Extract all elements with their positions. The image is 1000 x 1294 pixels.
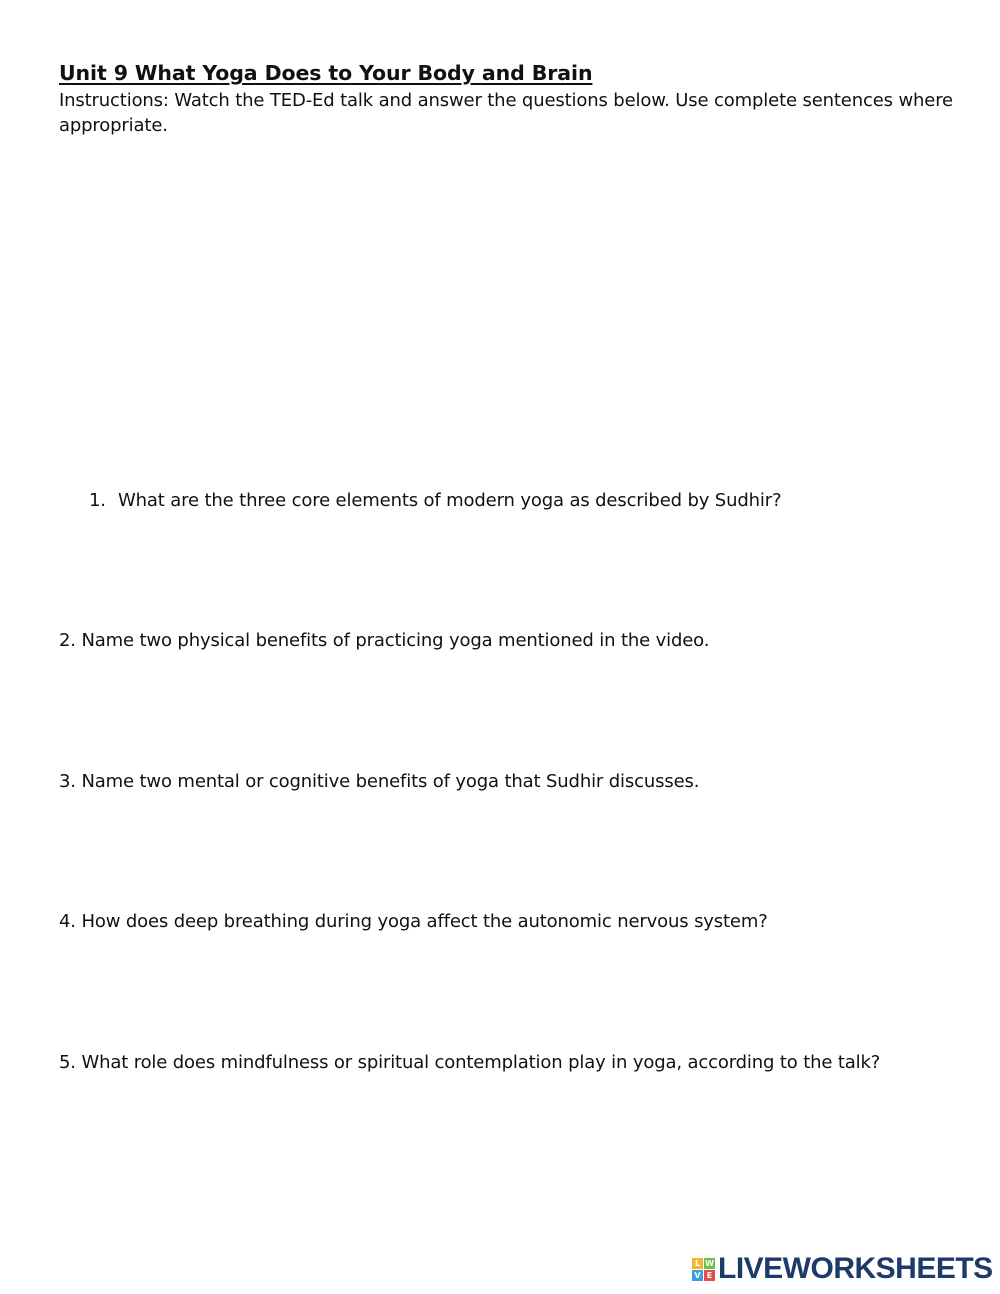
logo-mark-tile: V <box>692 1270 703 1281</box>
question-1 <box>89 488 781 513</box>
question-4: 4. How does deep breathing during yoga affect the autonomic nervous system? <box>59 911 768 932</box>
logo-mark-tile: W <box>705 1258 714 1268</box>
question-2: 2. Name two physical benefits of practicing yoga mentioned in the video. <box>59 630 710 651</box>
logo-wordmark: LIVEWORKSHEETS <box>718 1252 993 1285</box>
instructions-text: Instructions: Watch the TED-Ed talk and answer the questions below. Use complete sentences where appropriate. <box>59 90 953 136</box>
question-3: 3. Name two mental or cognitive benefits of yoga that Sudhir discusses. <box>59 771 700 792</box>
logo-mark-icon <box>692 1258 715 1281</box>
logo-mark-tile: E <box>704 1270 715 1281</box>
question-text: What are the three core elements of modern yoga as described by Sudhir? <box>118 490 782 511</box>
question-number: 1. <box>89 490 106 511</box>
page-title: Unit 9 What Yoga Does to Your Body and Brain <box>59 61 593 85</box>
logo-mark-tile: L <box>692 1258 703 1269</box>
liveworksheets-logo <box>692 1254 993 1284</box>
question-5: 5. What role does mindfulness or spiritual contemplation play in yoga, according to the talk? <box>59 1052 881 1073</box>
